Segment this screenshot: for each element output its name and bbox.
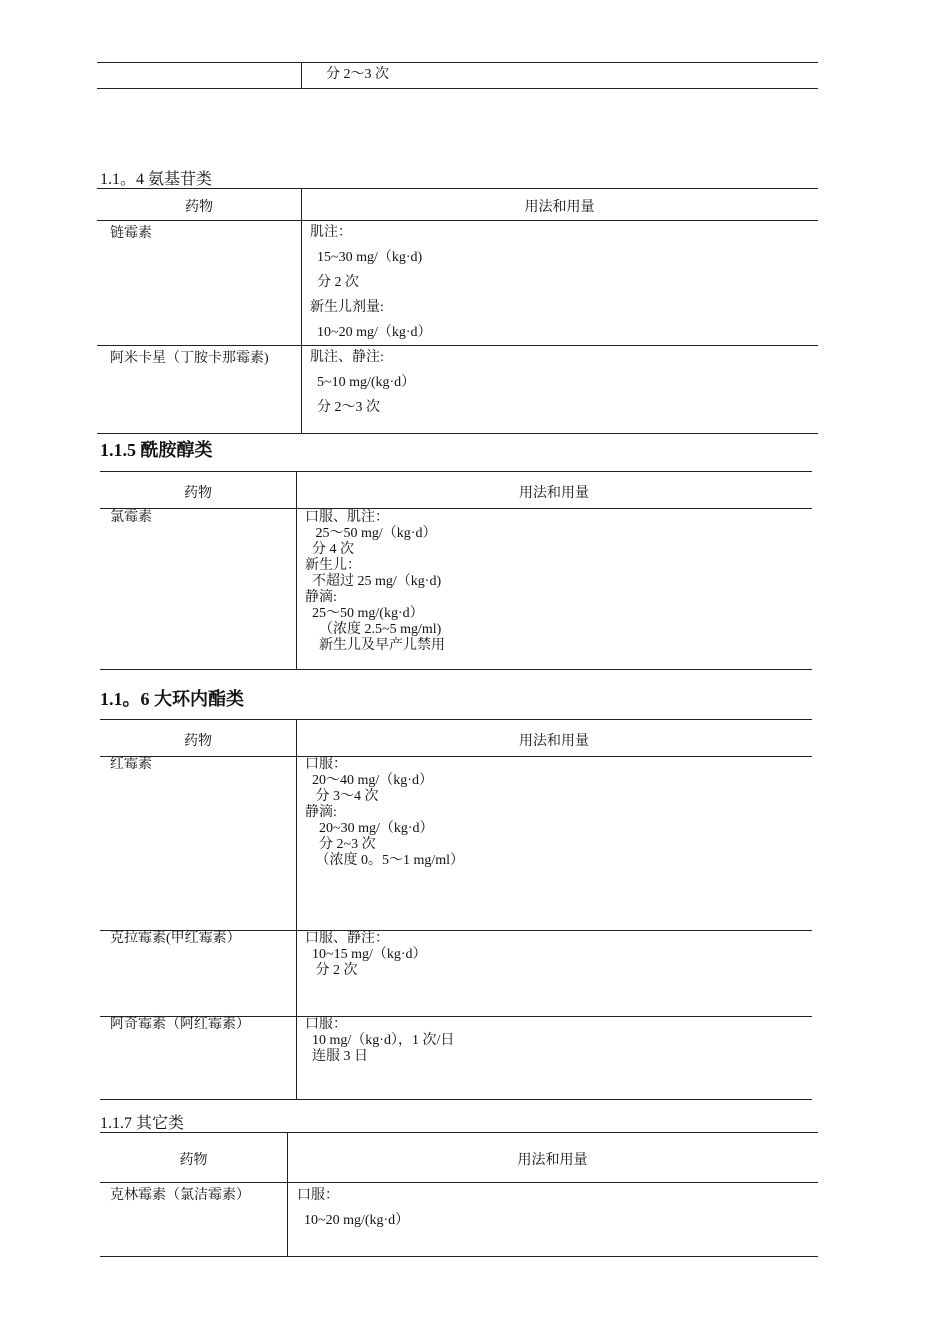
column-header-usage: 用法和用量 [519, 486, 589, 501]
usage-line: 20~30 mg/（kg·d） [305, 821, 434, 836]
drug-name: 红霉素 [110, 757, 152, 772]
usage-cell [305, 931, 427, 979]
usage-line: 15~30 mg/（kg·d) [310, 250, 423, 265]
usage-line: 分 2~3 次 [305, 837, 376, 852]
table-rule [100, 1256, 818, 1257]
usage-cell [297, 1183, 409, 1233]
usage-cell [310, 345, 415, 420]
usage-line: 10 mg/（kg·d），1 次/日 [305, 1033, 455, 1048]
table-rule [97, 62, 818, 63]
usage-line: 静滴: [305, 590, 337, 605]
column-header-usage: 用法和用量 [519, 734, 589, 749]
table-rule [97, 220, 818, 221]
table-rule [296, 719, 297, 1099]
section-heading: 1.1。4 氨基苷类 [100, 171, 213, 188]
table-rule [97, 188, 818, 189]
usage-line: 口服、肌注： [305, 510, 389, 525]
table-rule [97, 88, 818, 89]
table-rule [100, 471, 812, 472]
table-rule [296, 471, 297, 669]
table-rule [100, 508, 812, 509]
table-rule [301, 62, 302, 88]
drug-name: 链霉素 [110, 226, 152, 241]
usage-line: 分 3～4 次 [305, 789, 379, 804]
column-header-drug: 药物 [184, 734, 212, 749]
usage-line: 新生儿及早产儿禁用 [305, 638, 445, 653]
table-rule [287, 1132, 288, 1256]
usage-line: 静滴: [305, 805, 337, 820]
usage-line: 25～50 mg/（kg·d） [305, 526, 437, 541]
table-rule [100, 669, 812, 670]
usage-line: 5~10 mg/(kg·d） [310, 375, 416, 390]
usage-line: 25～50 mg/(kg·d） [305, 606, 424, 621]
usage-line: 口服、静注： [305, 931, 389, 946]
column-header-drug: 药物 [184, 486, 212, 501]
usage-line: 分 2 次 [305, 963, 358, 978]
table-rule [97, 433, 818, 434]
usage-cell [305, 510, 445, 654]
column-header-usage: 用法和用量 [517, 1153, 588, 1168]
table-rule [100, 1099, 812, 1100]
drug-name: 氯霉素 [110, 510, 152, 525]
drug-name: 阿米卡星（丁胺卡那霉素) [110, 351, 269, 366]
usage-line: 分 2 次 [310, 275, 359, 290]
usage-line: 10~15 mg/（kg·d） [305, 947, 427, 962]
usage-line: 不超过 25 mg/（kg·d) [305, 574, 442, 589]
usage-line: 口服： [297, 1188, 339, 1203]
table-rule [301, 188, 302, 434]
section-heading: 1.1.5 酰胺醇类 [100, 440, 213, 460]
table-rule [97, 345, 818, 346]
table-rule [100, 1132, 818, 1133]
usage-line: 连服 3 日 [305, 1049, 368, 1064]
table-rule [100, 719, 812, 720]
dose-text: 分 2～3 次 [326, 67, 389, 82]
usage-line: 10~20 mg/(kg·d） [297, 1213, 410, 1228]
usage-line: 分 4 次 [305, 542, 354, 557]
usage-line: 10~20 mg/（kg·d） [310, 325, 432, 340]
column-header-drug: 药物 [185, 200, 213, 215]
usage-line: 分 2～3 次 [310, 400, 380, 415]
usage-line: 20～40 mg/（kg·d） [305, 773, 433, 788]
section-heading: 1.1。6 大环内酯类 [100, 689, 244, 709]
usage-cell [310, 220, 432, 345]
drug-name: 克拉霉素(甲红霉素） [110, 931, 241, 946]
section-heading: 1.1.7 其它类 [100, 1115, 185, 1132]
usage-cell [305, 757, 464, 869]
column-header-drug: 药物 [179, 1153, 208, 1168]
usage-line: 新生儿剂量: [310, 300, 384, 315]
usage-line: （浓度 0。5～1 mg/ml） [305, 853, 465, 868]
drug-name: 克林霉素（氯洁霉素） [110, 1188, 250, 1203]
column-header-usage: 用法和用量 [524, 200, 595, 215]
usage-line: 肌注： [310, 225, 352, 240]
usage-line: 肌注、静注: [310, 350, 384, 365]
usage-cell [305, 1017, 454, 1065]
usage-line: 口服： [305, 757, 347, 772]
drug-name: 阿奇霉素（阿红霉素） [110, 1017, 250, 1032]
usage-line: 新生儿： [305, 558, 361, 573]
table-rule [100, 1182, 818, 1183]
usage-line: 口服： [305, 1017, 347, 1032]
usage-line: （浓度 2.5~5 mg/ml) [305, 622, 442, 637]
